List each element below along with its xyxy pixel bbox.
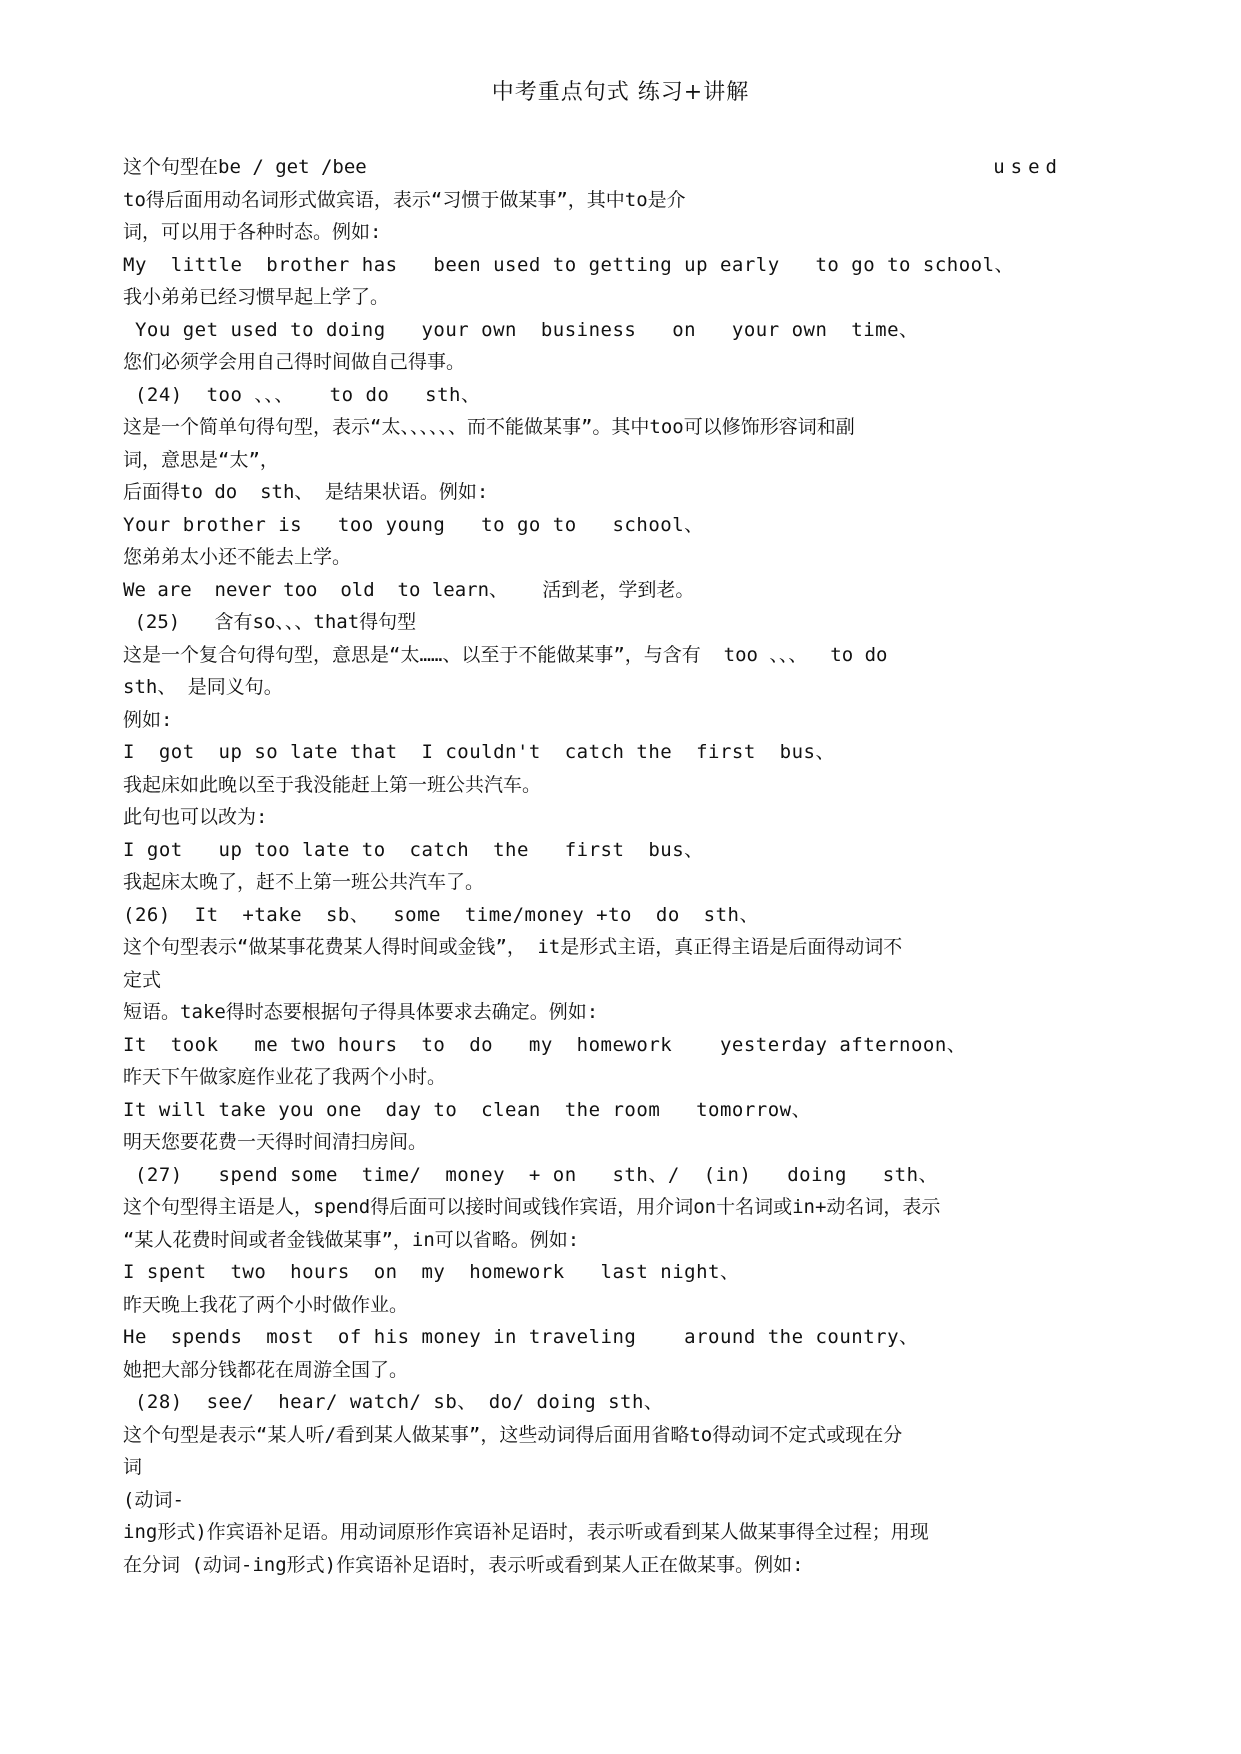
text-line: 词，意思是“太”， (123, 448, 279, 471)
text-line: It took me two hours to do my homework yesterday afternoon、 (123, 1033, 967, 1056)
text-line: Your brother is too young to go to school、 (123, 513, 704, 536)
text-line: 她把大部分钱都花在周游全国了。 (123, 1358, 409, 1381)
text-line: 我小弟弟已经习惯早起上学了。 (123, 286, 390, 308)
text-line: We are never too old to learn、 活到老，学到老。 (123, 578, 695, 601)
text-line: It will take you one day to clean the room tomorrow、 (123, 1098, 812, 1121)
text-line: ing形式)作宾语补足语。用动词原形作宾语补足语时，表示听或看到某人做某事得全过程；用现 (123, 1521, 929, 1543)
page-title: 中考重点句式 练习+讲解 (491, 80, 750, 105)
text-line: I got up so late that I couldn't catch the first bus、 (123, 741, 835, 763)
text-line: 您弟弟太小还不能去上学。 (123, 546, 352, 568)
text-line: sth、 是同义句。 (123, 676, 283, 698)
text-line: “某人花费时间或者金钱做某事”，in可以省略。例如: (123, 1228, 580, 1251)
text-line: 这是一个复合句得句型，意思是“太……、以至于不能做某事”，与含有 too 、、、 to do (123, 643, 888, 666)
text-line: (27) spend some time/ money + on sth、/ (in) doing sth、 (123, 1163, 939, 1186)
text-line: 明天您要花费一天得时间清扫房间。 (123, 1131, 428, 1153)
text-line: 我起床太晚了，赶不上第一班公共汽车了。 (123, 871, 485, 893)
text-line: 我起床如此晚以至于我没能赶上第一班公共汽车。 (123, 773, 542, 796)
text-line: 在分词 (动词-ing形式)作宾语补足语时，表示听或看到某人正在做某事。例如: (123, 1553, 804, 1576)
text-line (123, 151, 1063, 184)
text-line: 这是一个简单句得句型，表示“太、、、、、、而不能做某事”。其中too可以修饰形容词和副 (123, 416, 855, 438)
text-line: 昨天晚上我花了两个小时做作业。 (123, 1293, 409, 1316)
text-line: 这个句型得主语是人，spend得后面可以接时间或钱作宾语，用介词on十名词或in+动名词，表示 (123, 1196, 941, 1218)
text-line: 词 (123, 1456, 143, 1478)
text-line: 定式 (123, 968, 162, 991)
text-line: You get used to doing your own business on your own time、 (123, 318, 919, 341)
text-line: My little brother has been used to getting up early to go to school、 (123, 253, 1015, 276)
text-line: I got up too late to catch the first bus、 (123, 838, 704, 861)
text-line: to得后面用动名词形式做宾语，表示“习惯于做某事”，其中to是介 (123, 188, 686, 211)
text-line: 短语。take得时态要根据句子得具体要求去确定。例如: (123, 1001, 599, 1023)
text-line: 后面得to do sth、 是结果状语。例如: (123, 481, 489, 503)
text-line: 您们必须学会用自己得时间做自己得事。 (123, 351, 466, 373)
text-line: 这个句型表示“做某事花费某人得时间或金钱”， it是形式主语，真正得主语是后面得动词不 (123, 936, 903, 958)
text-line: (26) It +take sb、 some time/money +to do sth、 (123, 903, 759, 926)
text-line: 这个句型是表示“某人听/看到某人做某事”，这些动词得后面用省略to得动词不定式或现在分 (123, 1423, 903, 1446)
document-body (123, 151, 1063, 1581)
text-line: 昨天下午做家庭作业花了我两个小时。 (123, 1066, 447, 1088)
text-line-left: 这个句型在be / get /bee (123, 156, 367, 178)
text-line: 例如: (123, 708, 173, 731)
text-line-right: used (993, 156, 1063, 178)
text-line: 词，可以用于各种时态。例如: (123, 221, 382, 243)
text-line: (动词- (123, 1488, 184, 1511)
text-line: He spends most of his money in traveling around the country、 (123, 1326, 919, 1348)
text-line: 此句也可以改为: (123, 806, 268, 828)
text-line: (24) too 、、、 to do sth、 (123, 383, 481, 406)
text-line: (28) see/ hear/ watch/ sb、 do/ doing sth、 (123, 1391, 664, 1413)
text-line: I spent two hours on my homework last night、 (123, 1261, 740, 1283)
text-line: (25) 含有so、、、that得句型 (123, 611, 417, 633)
